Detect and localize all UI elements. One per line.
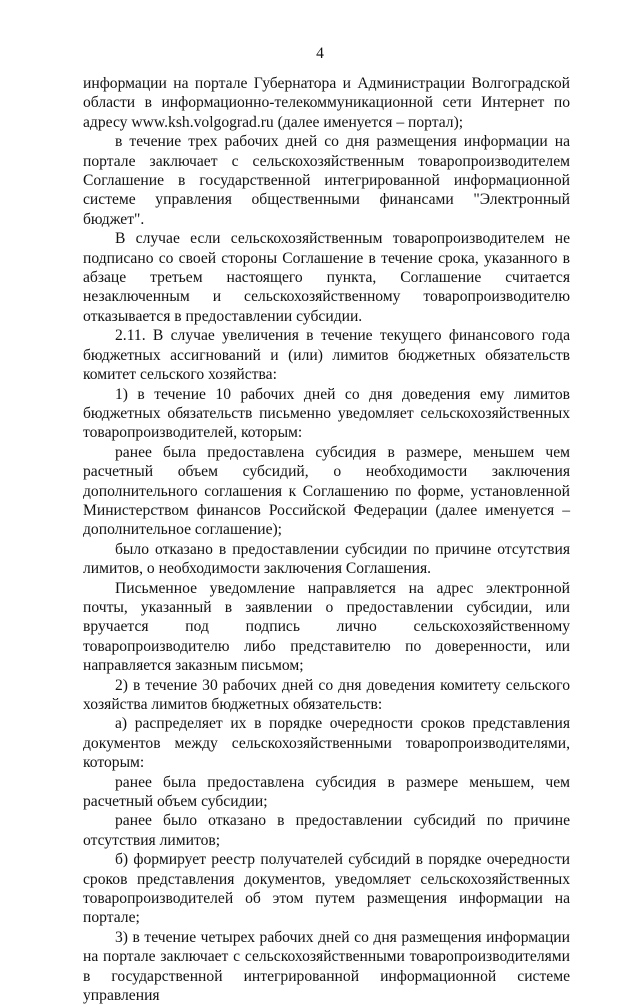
paragraph: ранее было отказано в предоставлении субсидий по причине отсутствия лимитов;	[83, 812, 570, 849]
body-text	[83, 74, 570, 1006]
paragraph: б) формирует реестр получателей субсидий в порядке очередности сроков представления документов, уведомляет сельскохозяйственных товаропроизводителей об этом путем размещения информации на портале;	[83, 851, 570, 927]
paragraph: в течение трех рабочих дней со дня размещения информации на портале заключает с сельскохозяйственным товаропроизводителем Соглашение в государственной интегрированной информационной системе управления общественными финансами "Электронный бюджет".	[83, 133, 570, 228]
paragraph: 3) в течение четырех рабочих дней со дня размещения информации на портале заключает с сельскохозяйственными товаропроизводителями в государственной интегрированной информационной системе управления	[83, 928, 570, 1005]
paragraph: ранее была предоставлена субсидия в размере, меньшем чем расчетный объем субсидий, о необходимости заключения дополнительного соглашения к Соглашению по форме, установленной Министерством финансов Российской Федерации (далее именуется – дополнительное соглашение);	[83, 443, 570, 539]
paragraph: информации на портале Губернатора и Администрации Волгоградской области в информационно-телекоммуникационной сети Интернет по адресу www.ksh.volgograd.ru (далее именуется – портал);	[83, 75, 570, 131]
paragraph: В случае если сельскохозяйственным товаропроизводителем не подписано со своей стороны Соглашение в течение срока, указанного в абзаце третьем настоящего пункта, Соглашение считается незаключенным и сельскохозяйственному товаропроизводителю отказывается в предоставлении субсидии.	[83, 230, 570, 325]
paragraph: ранее была предоставлена субсидия в размере меньшем, чем расчетный объем субсидии;	[83, 773, 570, 811]
paragraph: было отказано в предоставлении субсидии по причине отсутствия лимитов, о необходимости заключения Соглашения.	[83, 540, 570, 578]
paragraph: а) распределяет их в порядке очередности сроков представления документов между сельскохозяйственными товаропроизводителями, которым:	[83, 715, 570, 772]
paragraph: Письменное уведомление направляется на адрес электронной почты, указанный в заявлении о предоставлении субсидии, или вручается под подпись лично сельскохозяйственному товаропроизводителю либо представителю по доверенности, или направляется заказным письмом;	[83, 579, 570, 675]
paragraph: 2.11. В случае увеличения в течение текущего финансового года бюджетных ассигнований и (или) лимитов бюджетных обязательств комитет сельского хозяйства:	[83, 327, 570, 384]
page-number: 4	[316, 45, 324, 62]
paragraph: 1) в течение 10 рабочих дней со дня доведения ему лимитов бюджетных обязательств письменно уведомляет сельскохозяйственных товаропроизводителей, которым:	[83, 385, 570, 442]
paragraph: 2) в течение 30 рабочих дней со дня доведения комитету сельского хозяйства лимитов бюджетных обязательств:	[83, 676, 570, 713]
